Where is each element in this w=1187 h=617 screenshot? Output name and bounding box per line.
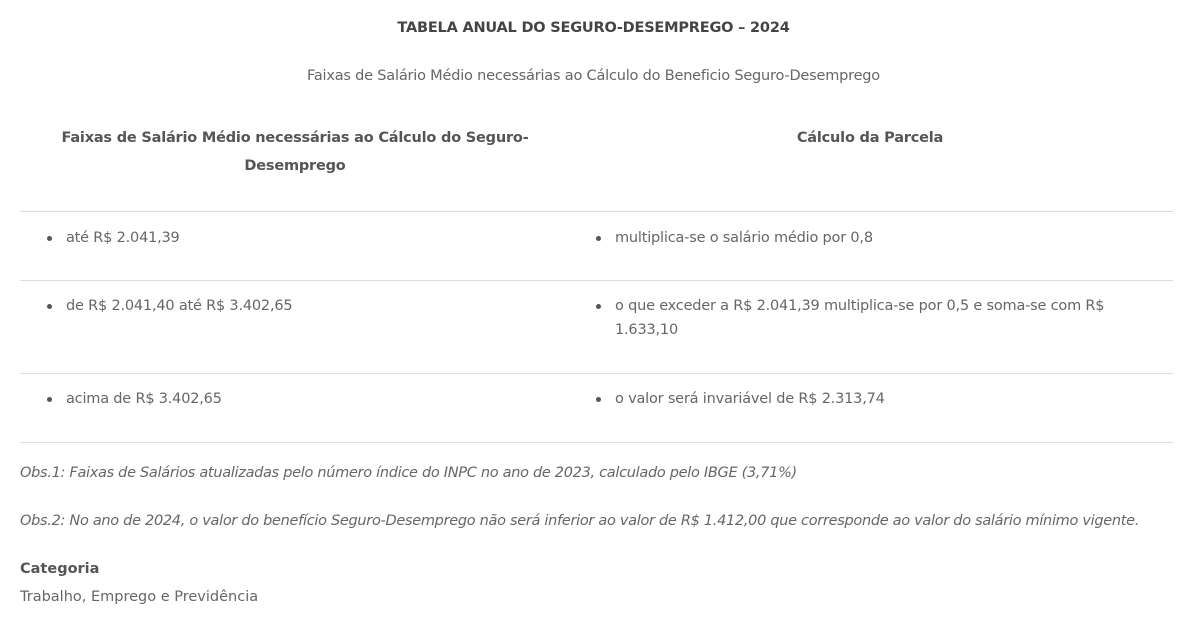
table-cell-range-3 xyxy=(66,387,546,411)
range-text: até R$ 2.041,39 xyxy=(66,230,180,246)
bullet-icon xyxy=(596,304,601,309)
calc-text: o valor será invariável de R$ 2.313,74 xyxy=(615,391,885,407)
page-title: TABELA ANUAL DO SEGURO-DESEMPREGO – 2024 xyxy=(397,20,790,36)
table-cell-calc-3 xyxy=(615,387,1145,411)
page-subtitle: Faixas de Salário Médio necessárias ao Cálculo do Beneficio Seguro-Desemprego xyxy=(307,68,880,84)
table-divider xyxy=(20,211,1173,212)
category-label: Categoria xyxy=(20,561,100,577)
range-text: acima de R$ 3.402,65 xyxy=(66,391,222,407)
table-header-calculation: Cálculo da Parcela xyxy=(796,130,944,146)
calc-text: multiplica-se o salário médio por 0,8 xyxy=(615,230,873,246)
bullet-icon xyxy=(47,304,52,309)
table-cell-calc-1 xyxy=(615,226,1145,250)
bullet-icon xyxy=(596,236,601,241)
table-divider xyxy=(20,280,1173,281)
table-cell-range-2 xyxy=(66,294,546,318)
table-divider xyxy=(20,442,1173,443)
bullet-icon xyxy=(47,236,52,241)
range-text: de R$ 2.041,40 até R$ 3.402,65 xyxy=(66,298,293,314)
bullet-icon xyxy=(596,397,601,402)
table-divider xyxy=(20,373,1173,374)
bullet-icon xyxy=(47,397,52,402)
note-obs-1: Obs.1: Faixas de Salários atualizadas pelo número índice do INPC no ano de 2023, calculado pelo IBGE (3,71%) xyxy=(20,465,797,481)
table-header-salary-ranges: Faixas de Salário Médio necessárias ao Cálculo do Seguro-Desemprego xyxy=(61,130,529,174)
category-link[interactable]: Trabalho, Emprego e Previdência xyxy=(20,589,259,605)
table-cell-calc-2 xyxy=(615,294,1145,342)
note-obs-2: Obs.2: No ano de 2024, o valor do benefício Seguro-Desemprego não será inferior ao valor de R$ 1.412,00 que corresponde ao valor do salário mínimo vigente. xyxy=(20,513,1140,529)
table-cell-range-1 xyxy=(66,226,546,250)
calc-text: o que exceder a R$ 2.041,39 multiplica-se por 0,5 e soma-se com R$ 1.633,10 xyxy=(615,298,1105,338)
